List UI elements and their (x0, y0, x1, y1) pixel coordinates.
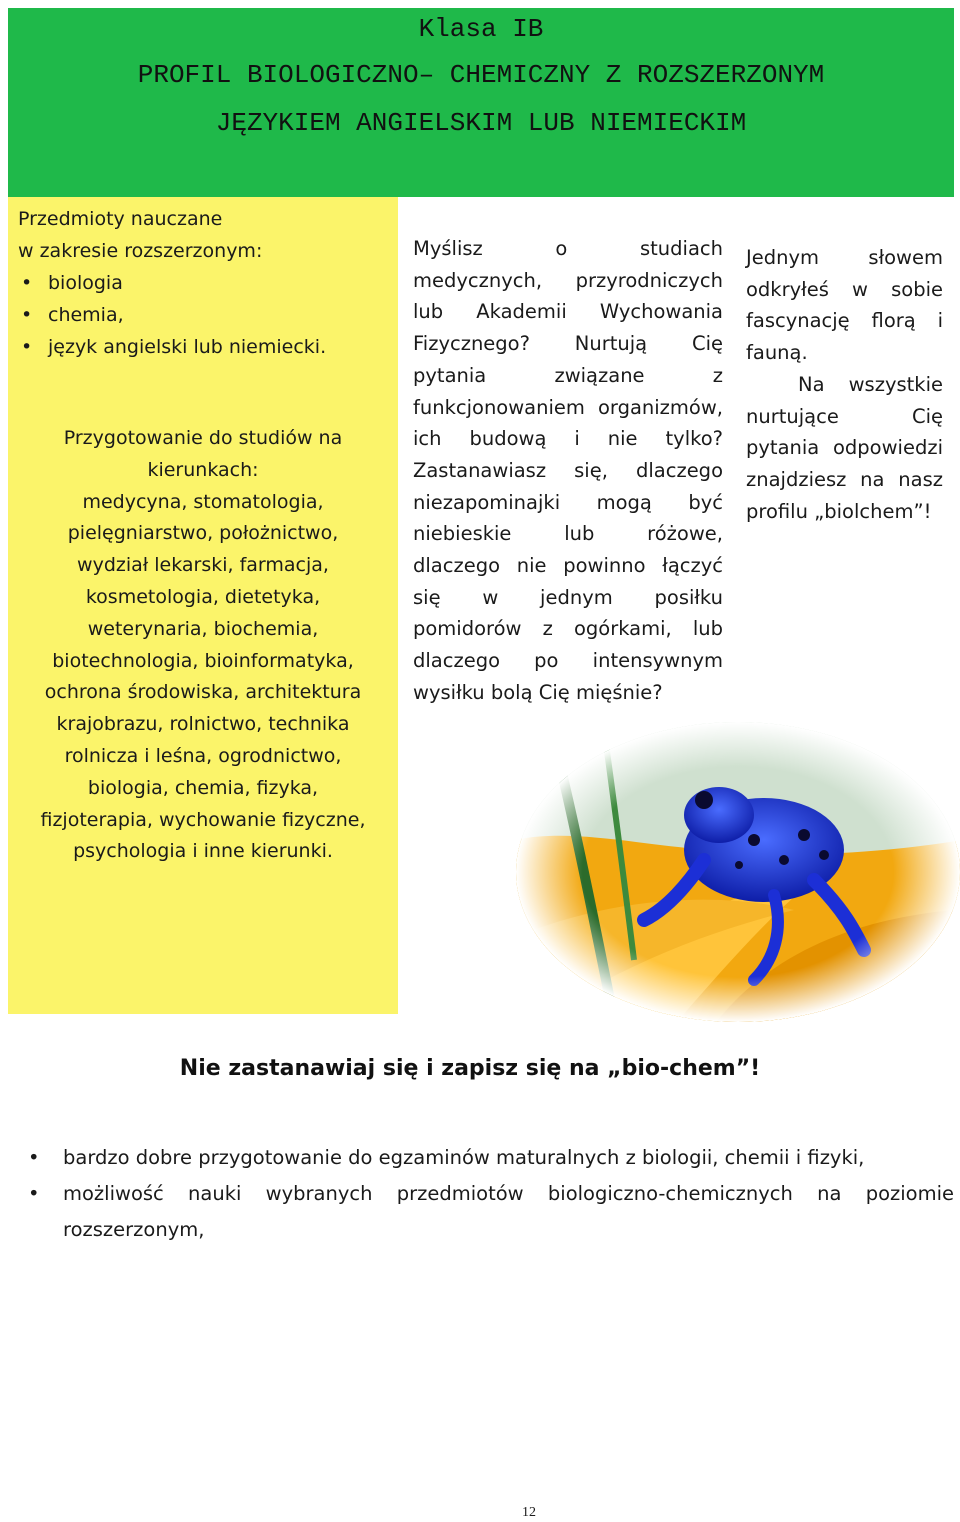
intro-paragraph: Myślisz o studiach medycznych, przyrodniczych lub Akademii Wychowania Fizycznego? Nurtują Cię pytania związane z funkcjonowaniem organizmów, ich budową i nie tylko? Zastanawiasz się, dlaczego niezapominajki mogą być niebieskie lub różowe, dlaczego nie powinno łączyć się w jednym posiłku pomidorów z ogórkami, lub dlaczego po intensywnym wysiłku bolą Cię mięśnie? (413, 237, 723, 704)
summary-paragraph-1: Jednym słowem odkryłeś w sobie fascynację florą i fauną. (746, 246, 943, 365)
preparation-line: weterynaria, biochemia, (87, 617, 319, 640)
summary-paragraph-2: Na wszystkie nurtujące Cię pytania odpowiedzi znajdziesz na nasz profilu „biolchem”! (746, 372, 943, 523)
class-title: Klasa IB (418, 14, 544, 44)
preparation-line: wydział lekarski, farmacja, (77, 554, 329, 577)
subjects-heading-line2: w zakresie rozszerzonym: (18, 240, 263, 262)
preparation-line: medycyna, stomatologia, (82, 490, 324, 513)
page-number: 12 (522, 1505, 536, 1520)
preparation-block (8, 423, 398, 868)
profile-title-line2: JĘZYKIEM ANGIELSKIM LUB NIEMIECKIM (215, 108, 747, 138)
profile-title-line1: PROFIL BIOLOGICZNO– CHEMICZNY Z ROZSZERZONYM (137, 60, 825, 90)
benefits-list (28, 1140, 954, 1248)
preparation-line: kosmetologia, dietetyka, (85, 585, 321, 608)
frog-photo (514, 720, 960, 1025)
preparation-line: biotechnologia, bioinformatyka, (52, 649, 354, 672)
preparation-line: rolnicza i leśna, ogrodnictwo, (64, 744, 342, 767)
subject-item: • biologia (18, 267, 326, 299)
subjects-heading (18, 203, 262, 267)
preparation-line: biologia, chemia, fizyka, (87, 776, 319, 799)
preparation-line: ochrona środowiska, architektura (44, 681, 362, 704)
preparation-line: pielęgniarstwo, położnictwo, (67, 522, 339, 545)
preparation-line: psychologia i inne kierunki. (73, 840, 333, 863)
subjects-heading-line1: Przedmioty nauczane (18, 208, 223, 230)
preparation-line: fizjoterapia, wychowanie fizyczne, (40, 808, 366, 831)
header-banner (8, 8, 954, 197)
subject-item: • chemia, (18, 299, 326, 331)
subject-item: • język angielski lub niemiecki. (18, 331, 326, 363)
summary-block (746, 242, 943, 527)
preparation-heading-line1: Przygotowanie do studiów na (63, 427, 343, 449)
benefit-item: • bardzo dobre przygotowanie do egzaminów maturalnych z biologii, chemii i fizyki, (28, 1140, 954, 1176)
preparation-line: krajobrazu, rolnictwo, technika (56, 713, 350, 736)
subjects-list (18, 267, 326, 363)
preparation-heading-line2: kierunkach: (147, 458, 259, 481)
call-to-action: Nie zastanawiaj się i zapisz się na „bio-chem”! (179, 1056, 761, 1081)
sidebar-panel (8, 197, 398, 1014)
benefit-item: • możliwość nauki wybranych przedmiotów biologiczno-chemicznych na poziomie rozszerzonym, (28, 1176, 954, 1248)
